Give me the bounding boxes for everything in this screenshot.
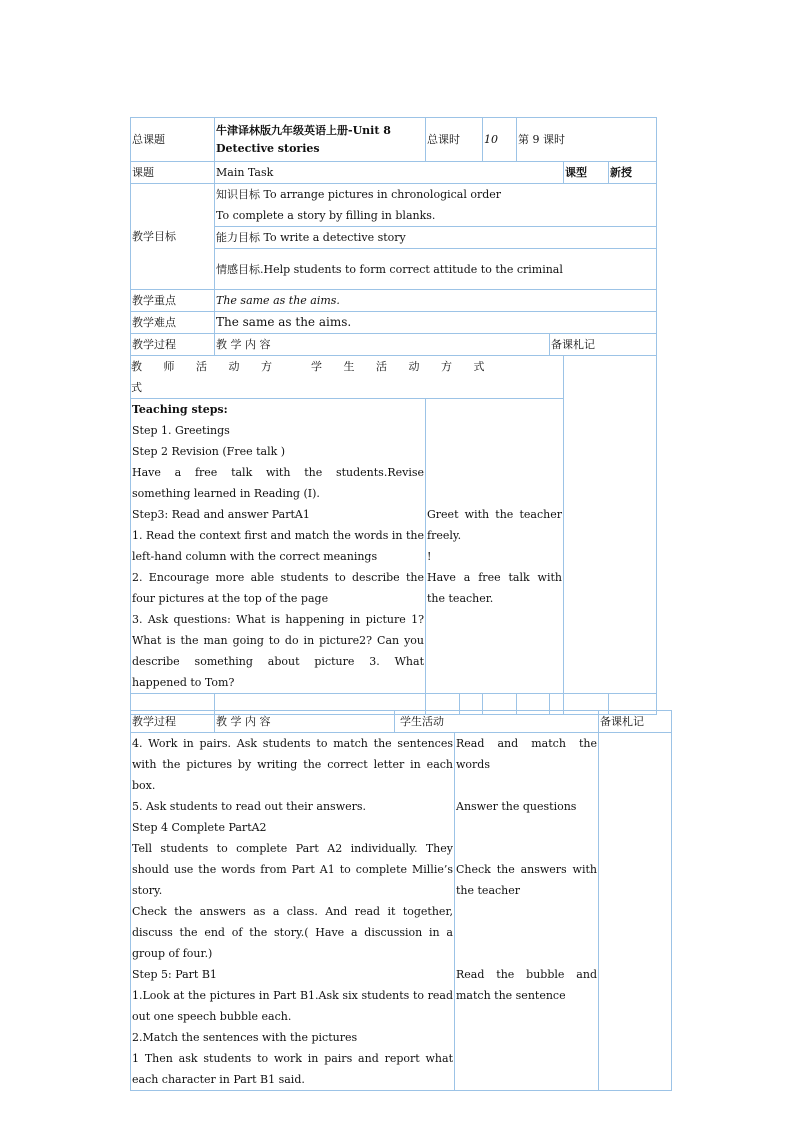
notes-column <box>564 356 657 694</box>
goal-ability: 能力目标 To write a detective story <box>215 227 657 249</box>
goal-knowledge-2: To complete a story by filling in blanks. <box>216 209 436 222</box>
total-hours-value: 10 <box>483 118 517 162</box>
step-item: Have a free talk with the students.Revise something learned in Reading (I). <box>132 466 424 500</box>
goal-knowledge-1: 知识目标 To arrange pictures in chronological order <box>216 188 502 201</box>
teacher-steps-cell <box>131 733 455 1091</box>
step-item: Step3: Read and answer PartA1 <box>132 508 310 521</box>
topic-value: Main Task <box>215 162 564 184</box>
teaching-steps-heading: Teaching steps: <box>132 403 228 416</box>
student-activity: Greet with the teacher freely. <box>427 508 562 542</box>
student-activity-cell <box>426 399 564 694</box>
difficulty-label: 教学难点 <box>131 312 215 334</box>
student-activity: Check the answers with the teacher <box>456 863 597 897</box>
notes-label: 备课札记 <box>599 711 672 733</box>
step-item: 1. Read the context first and match the words in the left-hand column with the correct meanings <box>132 529 424 563</box>
student-activity: Answer the questions <box>456 800 577 813</box>
student-activity: Read and match the words <box>456 737 597 771</box>
lesson-plan-table-1 <box>130 117 657 715</box>
topic-label: 课题 <box>131 162 215 184</box>
teacher-activity-label: 教 师 活 动 方 式 <box>131 360 281 394</box>
teacher-steps-cell <box>131 399 426 694</box>
lesson-type-label: 课型 <box>564 162 609 184</box>
step-item: Check the answers as a class. And read it together, discuss the end of the story.( Have a discussion in a group of four.) <box>132 905 453 960</box>
step-item: 4. Work in pairs. Ask students to match the sentences with the pictures by writing the correct letter in each box. <box>132 737 453 792</box>
total-hours-label: 总课时 <box>426 118 483 162</box>
step-item: 1.Look at the pictures in Part B1.Ask six students to read out one speech bubble each. <box>132 989 453 1023</box>
step-item: Tell students to complete Part A2 individually. They should use the words from Part A1 to complete Millie’s story. <box>132 842 453 897</box>
content-label: 教 学 内 容 <box>215 711 395 733</box>
student-activity: Read the bubble and match the sentence <box>456 968 597 1002</box>
step-item: 2.Match the sentences with the pictures <box>132 1031 358 1044</box>
step-item: Step 5: Part B1 <box>132 968 217 981</box>
process-label: 教学过程 <box>131 711 215 733</box>
process-label: 教学过程 <box>131 334 215 356</box>
lesson-type-value: 新授 <box>609 162 657 184</box>
notes-column <box>599 733 672 1091</box>
student-activity-label: 学 生 活 动 方 式 <box>311 360 494 373</box>
difficulty-value: The same as the aims. <box>215 312 657 334</box>
content-label: 教 学 内 容 <box>215 334 550 356</box>
student-activity: Have a free talk with the teacher. <box>427 571 562 605</box>
lesson-plan-table-2 <box>130 710 672 1091</box>
student-activity-label: 学生活动 <box>395 711 599 733</box>
student-activity: ! <box>427 550 432 563</box>
step-item: 1 Then ask students to work in pairs and report what each character in Part B1 said. <box>132 1052 453 1086</box>
key-points-value: The same as the aims. <box>215 290 657 312</box>
student-activity-cell <box>455 733 599 1091</box>
step-item: Step 4 Complete PartA2 <box>132 821 267 834</box>
key-points-label: 教学重点 <box>131 290 215 312</box>
step-item: 3. Ask questions: What is happening in picture 1? What is the man going to do in picture2? Can you describe something about picture 3. What happened to Tom? <box>132 613 424 689</box>
lesson-number: 第 9 课时 <box>517 118 657 162</box>
step-item: Step 1. Greetings <box>132 424 230 437</box>
goal-emotion: 情感目标.Help students to form correct attitude to the criminal <box>215 249 657 290</box>
step-item: 2. Encourage more able students to describe the four pictures at the top of the page <box>132 571 424 605</box>
total-topic-label: 总课题 <box>131 118 215 162</box>
total-topic-value: 牛津译林版九年级英语上册-Unit 8 Detective stories <box>215 118 426 162</box>
notes-label: 备课札记 <box>550 334 657 356</box>
goals-label: 教学目标 <box>131 184 215 290</box>
step-item: Step 2 Revision (Free talk ) <box>132 445 286 458</box>
step-item: 5. Ask students to read out their answers. <box>132 800 367 813</box>
